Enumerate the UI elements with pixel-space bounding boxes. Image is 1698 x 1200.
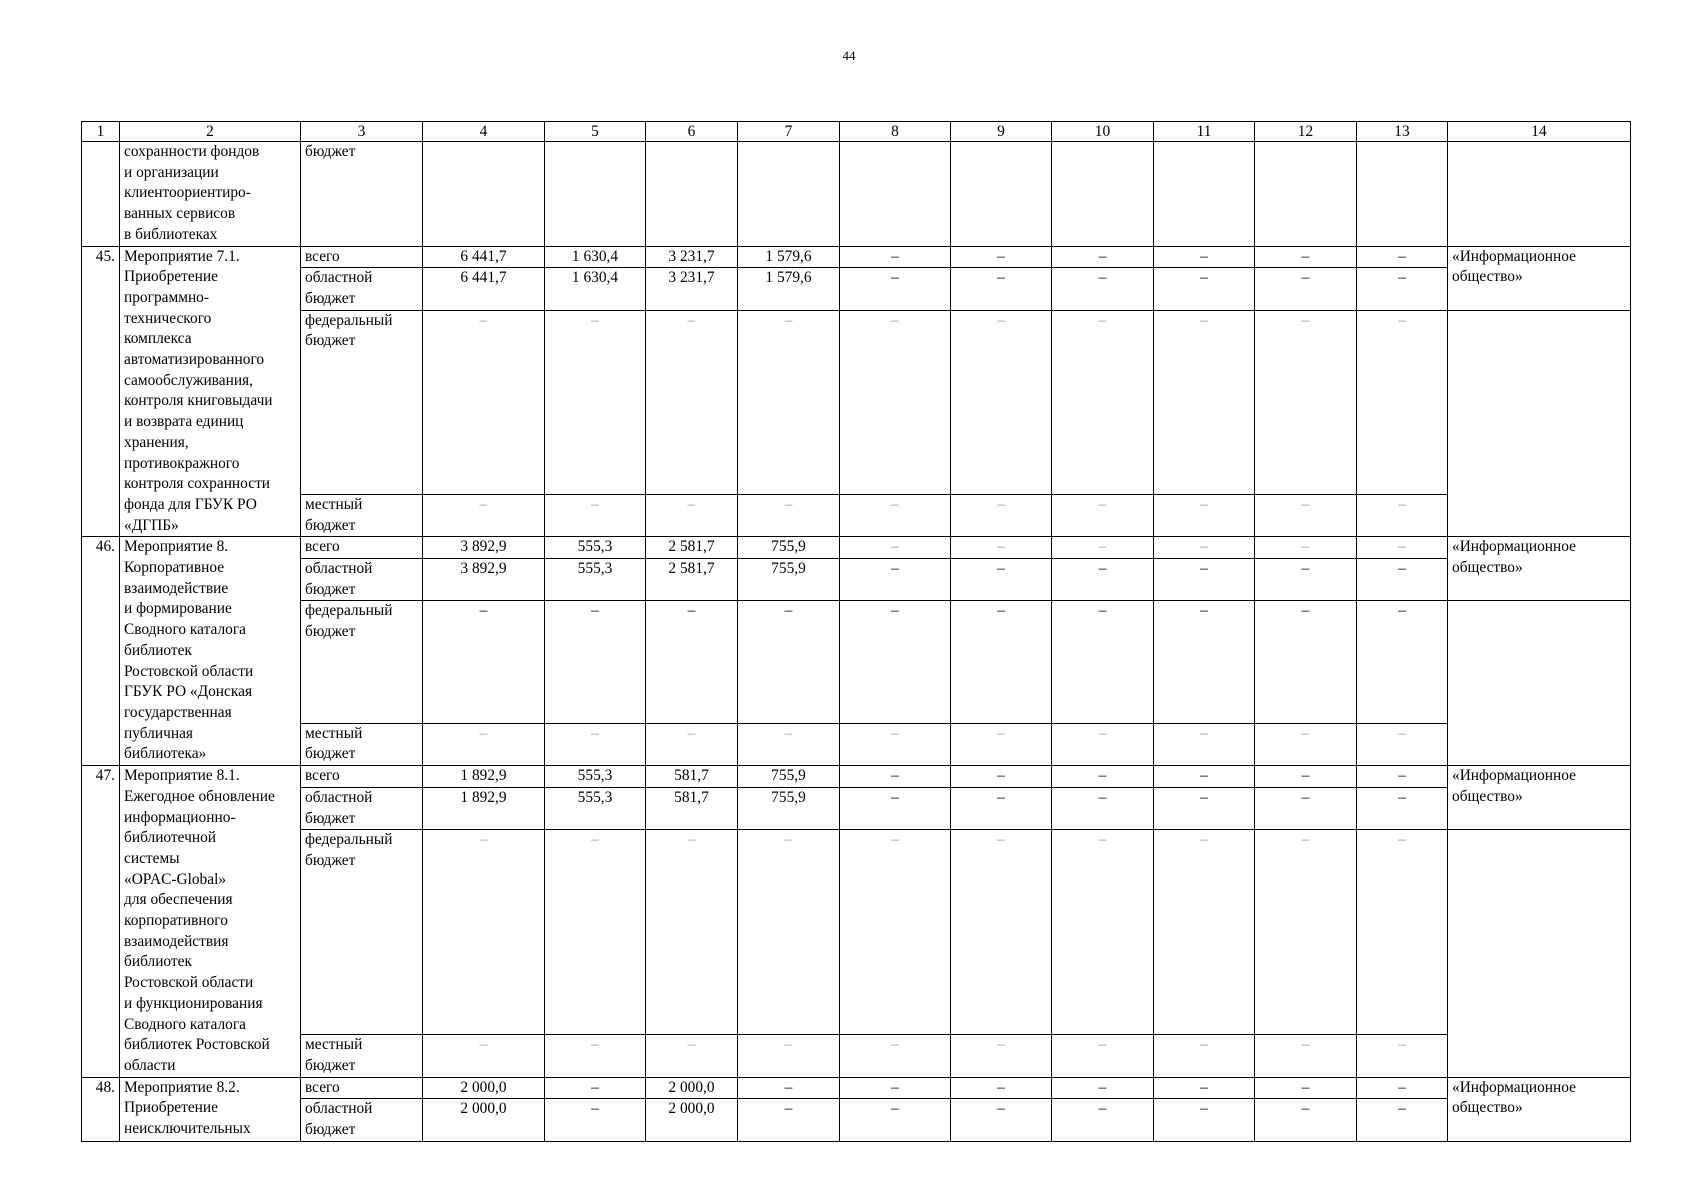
value-cell: 581,7 (646, 766, 738, 788)
header-row (82, 122, 1631, 142)
value-cell: – (423, 494, 545, 536)
column-header: 6 (646, 122, 738, 142)
value-cell: – (840, 723, 951, 765)
value-cell (545, 142, 646, 247)
value-cell (1255, 142, 1357, 247)
value-cell: – (840, 1035, 951, 1077)
value-cell: – (1154, 1099, 1255, 1141)
value-cell: 6 441,7 (423, 246, 545, 268)
value-cell: – (840, 787, 951, 829)
value-cell: – (840, 601, 951, 723)
value-cell: – (646, 723, 738, 765)
value-cell: 1 579,6 (738, 268, 840, 310)
value-cell: – (1357, 601, 1448, 723)
value-cell: 1 630,4 (545, 246, 646, 268)
measure-name: Мероприятие 8.2. Приобретение неисключительных (120, 1077, 301, 1141)
value-cell: – (1357, 1099, 1448, 1141)
row-number: 47. (82, 766, 120, 1078)
value-cell: 2 000,0 (423, 1099, 545, 1141)
value-cell: 6 441,7 (423, 268, 545, 310)
measure-name: Мероприятие 8. Корпоративное взаимодействие и формирование Сводного каталога библиотек Ростовской области ГБУК РО «Донская государственная публичная библиотека» (120, 537, 301, 766)
column-header: 1 (82, 122, 120, 142)
row-number: 45. (82, 246, 120, 537)
value-cell: – (1255, 494, 1357, 536)
value-cell: 3 892,9 (423, 559, 545, 601)
value-cell: – (840, 268, 951, 310)
value-cell: 555,3 (545, 766, 646, 788)
value-cell: – (738, 494, 840, 536)
value-cell: – (951, 268, 1052, 310)
value-cell: – (423, 310, 545, 494)
value-cell: – (951, 830, 1052, 1035)
value-cell: – (1154, 268, 1255, 310)
funding-source: федеральный бюджет (301, 830, 423, 1035)
value-cell: – (646, 494, 738, 536)
value-cell: 2 581,7 (646, 559, 738, 601)
table-row (82, 537, 1631, 559)
value-cell: – (840, 830, 951, 1035)
value-cell: – (1357, 766, 1448, 788)
value-cell: – (951, 787, 1052, 829)
value-cell: – (1052, 559, 1154, 601)
column-header: 14 (1448, 122, 1631, 142)
value-cell: – (1052, 723, 1154, 765)
value-cell: – (545, 830, 646, 1035)
value-cell: – (738, 1035, 840, 1077)
column-header: 10 (1052, 122, 1154, 142)
value-cell: – (423, 830, 545, 1035)
value-cell: – (545, 310, 646, 494)
measure-name: сохранности фондов и организации клиентоориентиро- ванных сервисов в библиотеках (120, 142, 301, 247)
value-cell: – (646, 830, 738, 1035)
column-header: 3 (301, 122, 423, 142)
value-cell: – (738, 310, 840, 494)
value-cell: – (951, 1035, 1052, 1077)
value-cell: – (840, 1099, 951, 1141)
value-cell: – (1052, 1035, 1154, 1077)
value-cell: – (1357, 830, 1448, 1035)
value-cell: – (1255, 830, 1357, 1035)
executor (1448, 601, 1631, 766)
funding-source: бюджет (301, 142, 423, 247)
value-cell: – (1255, 559, 1357, 601)
table-row (82, 1035, 1631, 1077)
measure-name: Мероприятие 7.1. Приобретение программно- технического комплекса автоматизированного самообслуживания, контроля книговыдачи и возврата единиц хранения, противокражного контроля сохранности фонда для ГБУК РО «ДГПБ» (120, 246, 301, 537)
column-header: 8 (840, 122, 951, 142)
value-cell: – (1357, 268, 1448, 310)
value-cell: – (1154, 537, 1255, 559)
executor (1448, 142, 1631, 247)
value-cell (1154, 142, 1255, 247)
value-cell: 1 579,6 (738, 246, 840, 268)
value-cell: – (1154, 559, 1255, 601)
column-header: 5 (545, 122, 646, 142)
value-cell: 755,9 (738, 787, 840, 829)
value-cell: – (951, 310, 1052, 494)
value-cell: – (951, 1099, 1052, 1141)
value-cell: – (1357, 723, 1448, 765)
value-cell: 2 000,0 (646, 1077, 738, 1099)
value-cell: – (1357, 1035, 1448, 1077)
value-cell (1052, 142, 1154, 247)
value-cell: – (840, 1077, 951, 1099)
value-cell: – (1154, 1035, 1255, 1077)
value-cell: – (646, 310, 738, 494)
value-cell: – (545, 494, 646, 536)
column-header: 11 (1154, 122, 1255, 142)
value-cell: – (646, 1035, 738, 1077)
executor (1448, 310, 1631, 537)
value-cell: – (1255, 601, 1357, 723)
value-cell (738, 142, 840, 247)
value-cell: – (1357, 246, 1448, 268)
funding-source: всего (301, 246, 423, 268)
column-header: 4 (423, 122, 545, 142)
value-cell: – (1052, 310, 1154, 494)
value-cell: – (1052, 787, 1154, 829)
value-cell: – (1357, 310, 1448, 494)
funding-source: местный бюджет (301, 494, 423, 536)
value-cell (423, 142, 545, 247)
table-row (82, 310, 1631, 494)
value-cell: – (545, 601, 646, 723)
table-row (82, 830, 1631, 1035)
value-cell: – (840, 537, 951, 559)
value-cell: – (545, 1035, 646, 1077)
value-cell: 2 000,0 (423, 1077, 545, 1099)
value-cell: – (840, 559, 951, 601)
value-cell: – (1154, 494, 1255, 536)
executor: «Информационное общество» (1448, 1077, 1631, 1141)
value-cell: 2 000,0 (646, 1099, 738, 1141)
value-cell: – (1255, 268, 1357, 310)
value-cell: – (738, 723, 840, 765)
value-cell: – (1052, 246, 1154, 268)
value-cell: – (1255, 787, 1357, 829)
value-cell: – (738, 1077, 840, 1099)
value-cell: – (545, 723, 646, 765)
value-cell: – (1357, 1077, 1448, 1099)
value-cell: – (951, 1077, 1052, 1099)
value-cell: – (1052, 766, 1154, 788)
value-cell: 555,3 (545, 559, 646, 601)
table-row (82, 246, 1631, 268)
value-cell (646, 142, 738, 247)
value-cell: – (1052, 830, 1154, 1035)
value-cell: – (646, 601, 738, 723)
value-cell: 1 892,9 (423, 766, 545, 788)
value-cell: 3 231,7 (646, 268, 738, 310)
value-cell: – (951, 537, 1052, 559)
value-cell: – (738, 601, 840, 723)
funding-source: областной бюджет (301, 787, 423, 829)
value-cell: – (1154, 601, 1255, 723)
value-cell: – (840, 766, 951, 788)
funding-source: всего (301, 766, 423, 788)
table-row (82, 766, 1631, 788)
row-number: 46. (82, 537, 120, 766)
value-cell: – (1154, 246, 1255, 268)
column-header: 7 (738, 122, 840, 142)
value-cell: – (1255, 723, 1357, 765)
value-cell: – (840, 494, 951, 536)
value-cell: – (1255, 1099, 1357, 1141)
value-cell: – (1255, 766, 1357, 788)
table-body (82, 122, 1631, 1142)
value-cell: – (545, 1099, 646, 1141)
table-row (82, 494, 1631, 536)
value-cell: – (1154, 1077, 1255, 1099)
value-cell: – (951, 246, 1052, 268)
value-cell: 555,3 (545, 537, 646, 559)
value-cell: 755,9 (738, 766, 840, 788)
value-cell: – (1255, 537, 1357, 559)
value-cell: – (423, 723, 545, 765)
value-cell: 1 630,4 (545, 268, 646, 310)
funding-source: всего (301, 1077, 423, 1099)
table-row (82, 1077, 1631, 1099)
value-cell: 555,3 (545, 787, 646, 829)
table-row (82, 787, 1631, 829)
value-cell: 581,7 (646, 787, 738, 829)
value-cell: 2 581,7 (646, 537, 738, 559)
value-cell: – (1357, 537, 1448, 559)
value-cell (840, 142, 951, 247)
value-cell: – (1255, 310, 1357, 494)
value-cell: – (1052, 1099, 1154, 1141)
table-row (82, 601, 1631, 723)
measure-name: Мероприятие 8.1. Ежегодное обновление информационно- библиотечной системы «OPAC-Global» для обеспечения корпоративного взаимодействия библиотек Ростовской области и функционирования Сводного каталога библиотек Ростовской области (120, 766, 301, 1078)
executor: «Информационное общество» (1448, 246, 1631, 310)
column-header: 12 (1255, 122, 1357, 142)
value-cell: – (423, 601, 545, 723)
executor (1448, 830, 1631, 1077)
table-row (82, 1099, 1631, 1141)
table-row (82, 142, 1631, 247)
funding-source: областной бюджет (301, 1099, 423, 1141)
value-cell: 3 231,7 (646, 246, 738, 268)
funding-source: федеральный бюджет (301, 601, 423, 723)
value-cell: – (1357, 787, 1448, 829)
value-cell: – (1255, 246, 1357, 268)
table-row (82, 559, 1631, 601)
value-cell: – (423, 1035, 545, 1077)
table-row (82, 723, 1631, 765)
value-cell: – (1255, 1035, 1357, 1077)
column-header: 9 (951, 122, 1052, 142)
page-number: 44 (842, 48, 856, 63)
column-header: 2 (120, 122, 301, 142)
value-cell (951, 142, 1052, 247)
funding-source: всего (301, 537, 423, 559)
value-cell: 755,9 (738, 559, 840, 601)
value-cell: – (951, 601, 1052, 723)
funding-source: федеральный бюджет (301, 310, 423, 494)
value-cell: – (1255, 1077, 1357, 1099)
value-cell: 3 892,9 (423, 537, 545, 559)
row-number (82, 142, 120, 247)
value-cell: – (1052, 494, 1154, 536)
value-cell: – (840, 246, 951, 268)
funding-source: областной бюджет (301, 268, 423, 310)
row-number: 48. (82, 1077, 120, 1141)
executor: «Информационное общество» (1448, 537, 1631, 601)
value-cell: – (1052, 268, 1154, 310)
value-cell: – (951, 723, 1052, 765)
column-header: 13 (1357, 122, 1448, 142)
executor: «Информационное общество» (1448, 766, 1631, 830)
table-row (82, 268, 1631, 310)
value-cell: – (1052, 1077, 1154, 1099)
value-cell: 1 892,9 (423, 787, 545, 829)
value-cell: – (951, 494, 1052, 536)
value-cell: – (1154, 310, 1255, 494)
budget-table (81, 121, 1631, 1142)
value-cell: – (1357, 559, 1448, 601)
value-cell: – (1357, 494, 1448, 536)
value-cell: – (951, 559, 1052, 601)
value-cell: – (951, 766, 1052, 788)
value-cell: – (1154, 766, 1255, 788)
value-cell: – (1154, 830, 1255, 1035)
value-cell: – (1154, 787, 1255, 829)
value-cell: – (738, 830, 840, 1035)
funding-source: местный бюджет (301, 723, 423, 765)
value-cell: 755,9 (738, 537, 840, 559)
value-cell (1357, 142, 1448, 247)
value-cell: – (1052, 601, 1154, 723)
value-cell: – (1052, 537, 1154, 559)
value-cell: – (1154, 723, 1255, 765)
value-cell: – (840, 310, 951, 494)
funding-source: местный бюджет (301, 1035, 423, 1077)
funding-source: областной бюджет (301, 559, 423, 601)
value-cell: – (545, 1077, 646, 1099)
value-cell: – (738, 1099, 840, 1141)
